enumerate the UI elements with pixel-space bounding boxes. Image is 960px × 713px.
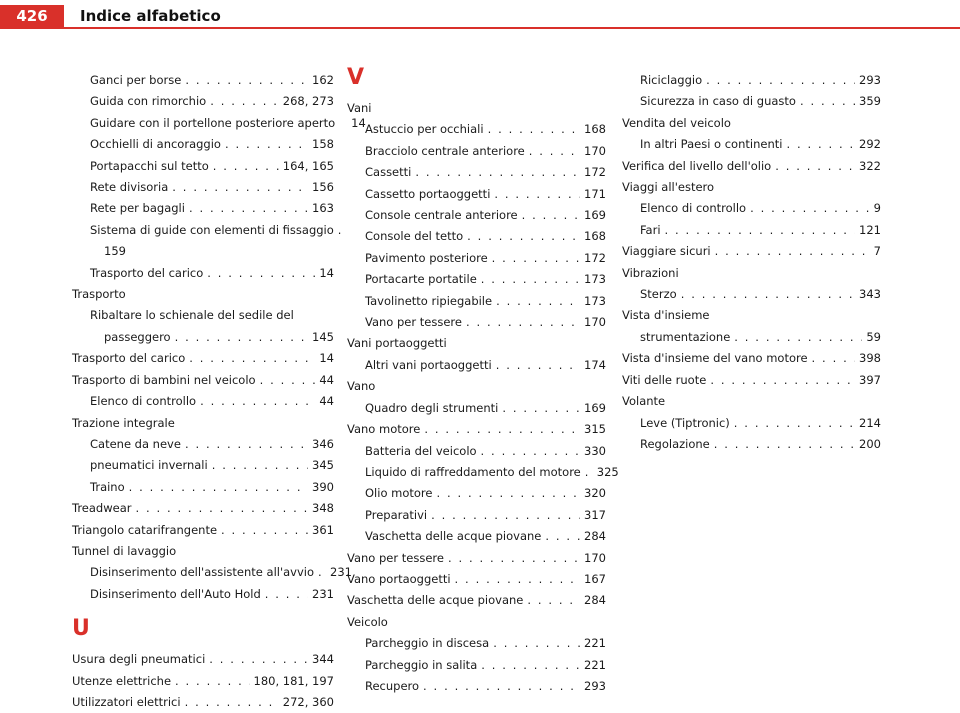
entry-page: 325 (596, 464, 619, 479)
entry-page: 180, 181, 197 (253, 673, 334, 688)
index-subentry (347, 312, 606, 333)
entry-page: 172 (584, 165, 606, 180)
index-entry (72, 348, 334, 369)
entry-label: Vibrazioni (622, 265, 679, 280)
entry-label: Veicolo (347, 614, 388, 629)
dot-leader (812, 348, 856, 369)
dot-leader (529, 141, 580, 162)
section-letter: V (347, 65, 365, 90)
index-subentry (347, 655, 606, 676)
entry-label: Vano motore (347, 422, 421, 437)
dot-leader (522, 205, 580, 226)
entry-page: 44 (319, 394, 334, 409)
index-entry (622, 156, 881, 177)
entry-label: Portacarte portatile (365, 272, 477, 287)
index-entry (622, 391, 881, 412)
dot-leader (189, 348, 315, 369)
entry-label: Elenco di controllo (90, 394, 197, 409)
entry-label: Utilizzatori elettrici (72, 694, 181, 709)
entry-label: Portapacchi sul tetto (90, 158, 209, 173)
entry-page: 200 (859, 436, 881, 451)
entry-label: Ganci per borse (90, 73, 182, 87)
dot-leader (681, 284, 855, 305)
entry-page: 164, 165 (282, 158, 334, 173)
entry-page: 9 (873, 201, 881, 216)
dot-leader (467, 226, 580, 247)
dot-leader (786, 134, 855, 155)
index-subentry (622, 198, 881, 219)
entry-page: 330 (584, 443, 606, 458)
index-entry (622, 113, 881, 134)
index-subentry (347, 162, 606, 183)
index-entry (72, 649, 334, 670)
index-subentry (347, 462, 619, 483)
entry-page: 272, 360 (282, 694, 334, 709)
entry-label: Pavimento posteriore (365, 250, 488, 265)
entry-page: 44 (319, 372, 334, 387)
entry-page: 168 (584, 122, 606, 137)
entry-label: Sistema di guide con elementi di fissaggio (90, 222, 334, 237)
dot-leader (338, 220, 346, 241)
entry-page: 231 (312, 586, 334, 601)
entry-page: 359 (859, 94, 881, 109)
index-subentry (622, 284, 881, 305)
index-entry (72, 370, 334, 391)
dot-leader (172, 177, 308, 198)
entry-label: Volante (622, 394, 666, 409)
entry-label: Recupero (365, 678, 420, 693)
dot-leader (185, 434, 308, 455)
dot-leader (706, 70, 855, 91)
entry-label: Guidare con il portellone posteriore aperto (90, 115, 336, 130)
dot-leader (496, 355, 580, 376)
entry-page: 163 (312, 201, 334, 216)
index-subentry (72, 584, 334, 605)
index-subentry (347, 483, 606, 504)
entry-page: 7 (873, 244, 881, 259)
entry-label: Viaggi all'estero (622, 180, 715, 195)
dot-leader (207, 263, 315, 284)
index-subentry (72, 455, 334, 476)
dot-leader (800, 91, 855, 112)
index-subentry (72, 198, 334, 219)
index-subentry (347, 205, 606, 226)
dot-leader (212, 455, 308, 476)
entry-label: Triangolo catarifrangente (72, 522, 218, 537)
index-subentry (72, 156, 334, 177)
index-subentry (347, 398, 606, 419)
entry-page: 397 (859, 372, 881, 387)
index-subentry (72, 391, 334, 412)
entry-page: 345 (312, 458, 334, 473)
dot-leader (734, 413, 855, 434)
entry-page: 268, 273 (282, 94, 334, 109)
entry-label: Catene da neve (90, 436, 181, 451)
dot-leader (225, 134, 308, 155)
index-subentry (622, 434, 881, 455)
index-subentry (72, 477, 334, 498)
entry-label: Trasporto del carico (90, 265, 204, 280)
dot-leader (185, 70, 308, 91)
dot-leader (775, 156, 855, 177)
entry-label: Sterzo (640, 287, 677, 302)
entry-label: Utenze elettriche (72, 673, 172, 688)
entry-label: Vendita del veicolo (622, 115, 731, 130)
entry-label: Vano per tessere (347, 550, 444, 565)
entry-label: Console centrale anteriore (365, 208, 518, 223)
entry-page: 284 (584, 593, 606, 608)
entry-page: 14 (319, 351, 334, 366)
index-column-3 (622, 70, 881, 455)
entry-page: 361 (312, 522, 334, 537)
dot-leader (734, 327, 862, 348)
dot-leader (750, 198, 870, 219)
entry-label: Cassetti (365, 165, 412, 180)
section-letter: U (72, 616, 90, 642)
dot-leader (136, 498, 309, 519)
entry-page: 346 (312, 436, 334, 451)
entry-label: Usura degli pneumatici (72, 652, 206, 667)
entry-label: Olio motore (365, 486, 433, 501)
index-subentry (347, 633, 606, 654)
index-subentry (347, 676, 606, 697)
entry-label: Guida con rimorchio (90, 94, 207, 109)
dot-leader (481, 269, 580, 290)
dot-leader (260, 370, 316, 391)
index-subentry (72, 91, 334, 112)
entry-label: Liquido di raffreddamento del motore (365, 464, 581, 479)
index-subentry (72, 134, 334, 155)
index-subentry (72, 263, 334, 284)
index-subentry (347, 226, 606, 247)
dot-leader (502, 398, 580, 419)
dot-leader (189, 198, 308, 219)
index-subentry (347, 119, 606, 140)
entry-label: Elenco di controllo (640, 201, 747, 216)
entry-page: 214 (859, 415, 881, 430)
dot-leader (213, 156, 279, 177)
dot-leader (545, 526, 580, 547)
dot-leader (424, 419, 580, 440)
dot-leader (496, 291, 580, 312)
index-subentry (347, 441, 606, 462)
index-entry (622, 263, 881, 284)
index-entry (347, 569, 606, 590)
entry-page: 284 (584, 529, 606, 544)
entry-label: pneumatici invernali (90, 458, 208, 473)
entry-label: Verifica del livello dell'olio (622, 158, 772, 173)
dot-leader (455, 569, 581, 590)
entry-page: 170 (584, 315, 606, 330)
index-entry (622, 370, 881, 391)
entry-label: Console del tetto (365, 229, 464, 244)
dot-leader (175, 327, 308, 348)
entry-page: 348 (312, 501, 334, 516)
dot-leader (527, 590, 580, 611)
index-entry (347, 548, 606, 569)
index-entry (622, 177, 881, 198)
entry-page: 343 (859, 287, 881, 302)
dot-leader (210, 91, 279, 112)
index-entry (622, 241, 881, 262)
header-divider (0, 27, 960, 29)
index-subentry (72, 70, 334, 91)
index-entry (72, 284, 334, 305)
entry-label: Vista d'insieme (622, 308, 710, 323)
entry-label: Sicurezza in caso di guasto (640, 94, 796, 109)
entry-label: Disinserimento dell'assistente all'avvio (90, 565, 315, 580)
entry-label: Traino (90, 479, 125, 494)
entry-page: 145 (312, 329, 334, 344)
index-entry (347, 419, 606, 440)
entry-label: Viaggiare sicuri (622, 244, 711, 259)
entry-label: Fari (640, 222, 661, 237)
entry-label: Quadro degli strumenti (365, 400, 499, 415)
dot-leader (710, 370, 855, 391)
entry-page: 156 (312, 180, 334, 195)
entry-page: 320 (584, 486, 606, 501)
dot-leader (221, 520, 308, 541)
entry-label: Vano (347, 379, 376, 394)
index-entry (347, 612, 606, 633)
entry-label: Trasporto (72, 287, 126, 302)
entry-label: Trasporto di bambini nel veicolo (72, 372, 256, 387)
entry-page: 317 (584, 507, 606, 522)
dot-leader (481, 441, 581, 462)
index-subentry (622, 91, 881, 112)
entry-label: Altri vani portaoggetti (365, 357, 492, 372)
index-subentry (72, 220, 334, 263)
entry-page: 322 (859, 158, 881, 173)
index-subentry (622, 327, 881, 348)
entry-page: 221 (584, 657, 606, 672)
dot-leader (665, 220, 856, 241)
entry-page: 390 (312, 479, 334, 494)
dot-leader (436, 483, 580, 504)
entry-label: Vaschetta delle acque piovane (347, 593, 524, 608)
entry-page: 162 (312, 73, 334, 87)
index-entry (347, 590, 606, 611)
entry-page: 174 (584, 357, 606, 372)
entry-label: Viti delle ruote (622, 372, 707, 387)
entry-page: 167 (584, 571, 606, 586)
index-subentry (72, 434, 334, 455)
entry-page: 158 (312, 137, 334, 152)
entry-page: 121 (859, 222, 881, 237)
entry-label: In altri Paesi o continenti (640, 137, 783, 152)
dot-leader (265, 584, 308, 605)
page-header (0, 0, 960, 36)
index-entry (72, 692, 334, 713)
index-subentry (347, 505, 606, 526)
dot-leader (200, 391, 315, 412)
dot-leader (481, 655, 580, 676)
index-entry (72, 671, 334, 692)
index-entry (622, 348, 881, 369)
entry-label: Astuccio per occhiali (365, 122, 484, 137)
index-subentry (347, 291, 606, 312)
index-subentry (347, 184, 606, 205)
index-subentry (347, 355, 606, 376)
index-subentry (72, 305, 334, 348)
entry-page: 14 (351, 115, 366, 130)
entry-label: Trasporto del carico (72, 351, 186, 366)
index-subentry (72, 177, 334, 198)
index-column-2 (347, 65, 619, 697)
entry-label: Vani (347, 101, 372, 115)
entry-label: Parcheggio in salita (365, 657, 478, 672)
entry-page: 173 (584, 272, 606, 287)
dot-leader (175, 671, 249, 692)
index-entry (347, 98, 606, 119)
entry-page: 170 (584, 143, 606, 158)
entry-label: Batteria del veicolo (365, 443, 477, 458)
index-entry (622, 305, 881, 326)
index-entry (72, 520, 334, 541)
entry-page: 172 (584, 250, 606, 265)
entry-page: 231 (330, 565, 352, 580)
entry-label: Leve (Tiptronic) (640, 415, 730, 430)
entry-page: 14 (319, 265, 334, 280)
dot-leader (488, 119, 580, 140)
dot-leader (585, 462, 593, 483)
entry-page-wrapped: 159 (104, 244, 126, 259)
dot-leader (448, 548, 580, 569)
entry-label: Vani portaoggetti (347, 336, 447, 351)
entry-label: Trazione integrale (72, 415, 175, 430)
entry-page: 344 (312, 652, 334, 667)
dot-leader (714, 434, 855, 455)
index-subentry (72, 562, 352, 583)
entry-page: 221 (584, 636, 606, 651)
entry-label-continued: passeggero (104, 329, 171, 344)
entry-page: 170 (584, 550, 606, 565)
entry-label: Preparativi (365, 507, 428, 522)
entry-label: Tunnel di lavaggio (72, 543, 177, 558)
dot-leader (415, 162, 580, 183)
entry-label: Vano portaoggetti (347, 571, 451, 586)
entry-label: Rete divisoria (90, 180, 169, 195)
index-entry (72, 413, 334, 434)
entry-label: Vista d'insieme del vano motore (622, 351, 808, 366)
entry-page: 293 (859, 73, 881, 87)
index-entry (72, 498, 334, 519)
entry-page: 398 (859, 351, 881, 366)
index-subentry (72, 113, 366, 134)
dot-leader (185, 692, 279, 713)
entry-label: Parcheggio in discesa (365, 636, 490, 651)
entry-label: Vaschetta delle acque piovane (365, 529, 542, 544)
entry-page: 169 (584, 400, 606, 415)
entry-page: 59 (866, 329, 881, 344)
dot-leader (431, 505, 580, 526)
entry-label: strumentazione (640, 329, 731, 344)
entry-page: 173 (584, 293, 606, 308)
entry-label: Treadwear (72, 501, 132, 516)
dot-leader (715, 241, 870, 262)
page-title: Indice alfabetico (80, 7, 221, 25)
entry-page: 169 (584, 208, 606, 223)
dot-leader (423, 676, 580, 697)
dot-leader (318, 562, 326, 583)
index-entry (72, 541, 334, 562)
entry-page: 293 (584, 678, 606, 693)
entry-page: 292 (859, 137, 881, 152)
dot-leader (129, 477, 308, 498)
index-entry (347, 376, 606, 397)
index-subentry (347, 141, 606, 162)
entry-page: 315 (584, 422, 606, 437)
index-subentry (347, 269, 606, 290)
index-subentry (622, 220, 881, 241)
dot-leader (492, 248, 580, 269)
index-subentry (622, 70, 881, 91)
dot-leader (209, 649, 308, 670)
entry-label: Bracciolo centrale anteriore (365, 143, 525, 158)
dot-leader (466, 312, 580, 333)
index-subentry (347, 526, 606, 547)
entry-label: Riciclaggio (640, 73, 703, 87)
entry-label: Ribaltare lo schienale del sedile del (90, 308, 294, 323)
entry-page: 168 (584, 229, 606, 244)
index-subentry (622, 413, 881, 434)
entry-label: Rete per bagagli (90, 201, 185, 216)
entry-label: Disinserimento dell'Auto Hold (90, 586, 261, 601)
entry-label: Regolazione (640, 436, 710, 451)
entry-label: Tavolinetto ripiegabile (365, 293, 493, 308)
entry-page: 171 (584, 186, 606, 201)
index-entry (347, 333, 606, 354)
index-subentry (622, 134, 881, 155)
entry-label: Cassetto portaoggetti (365, 186, 491, 201)
entry-label: Occhielli di ancoraggio (90, 137, 221, 152)
page-number: 426 (0, 5, 64, 27)
entry-label: Vano per tessere (365, 315, 462, 330)
index-subentry (347, 248, 606, 269)
dot-leader (494, 184, 580, 205)
dot-leader (493, 633, 580, 654)
